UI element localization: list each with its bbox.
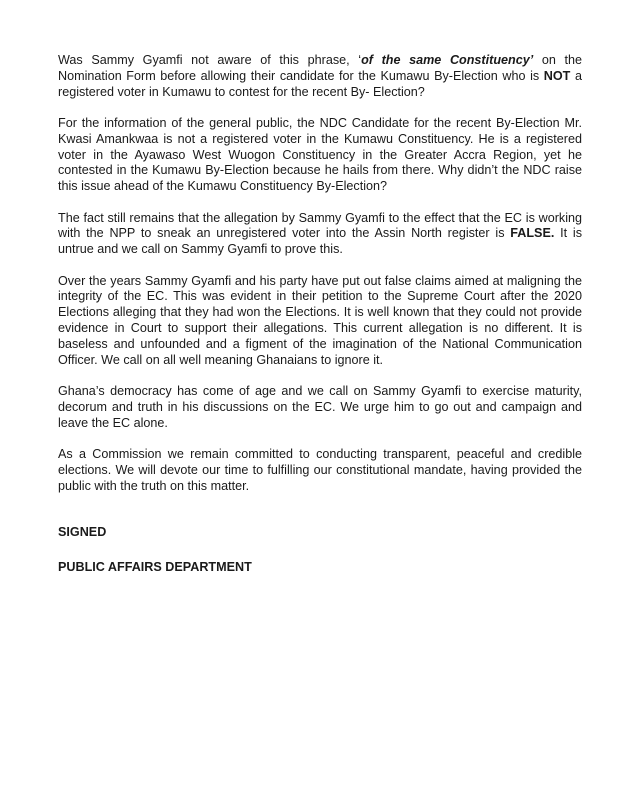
text-segment: on the Nomination Form before allowing their candidate for the Kumawu By-Election who is (58, 53, 582, 83)
emphasis-false: FALSE. (510, 226, 555, 241)
paragraph-commitment (58, 447, 582, 494)
emphasis-phrase: of the same Constituency’ (361, 53, 534, 67)
text-segment: For the information of the general public, the NDC Candidate for the recent By-Election Mr. Kwasi Amankwaa is not a registered voter in the Kumawu Constituency. He is a registered voter in the Ayawaso West Wuogon Constituency in the Greater Accra Region, yet he contested in the Kumawu By-Election because he hails from there. Why didn’t the NDC raise this issue ahead of the Kumawu Constituency By-Election? (58, 115, 582, 194)
text-segment: The fact still remains that the allegation by Sammy Gyamfi to the effect that the EC is working with the NPP to sneak an unregistered voter into the Assin North register is (58, 210, 582, 241)
paragraph-nomination-question (58, 53, 582, 100)
document-body (58, 53, 582, 576)
department-label: PUBLIC AFFAIRS DEPARTMENT (58, 560, 252, 575)
emphasis-not: NOT (543, 68, 571, 83)
paragraph-democracy (58, 384, 582, 431)
text-segment: As a Commission we remain committed to conducting transparent, peaceful and credible elections. We will devote our time to fulfilling our constitutional mandate, having provided the public with the truth on this matter. (58, 446, 582, 493)
paragraph-allegation-false (58, 211, 582, 258)
text-segment: a registered voter in Kumawu to contest for the recent By- Election? (58, 68, 582, 99)
text-segment: Ghana’s democracy has come of age and we call on Sammy Gyamfi to exercise maturity, decorum and truth in his discussions on the EC. We urge him to go out and campaign and leave the EC alone. (58, 383, 582, 430)
paragraph-ndc-candidate (58, 116, 582, 195)
text-segment: It is untrue and we call on Sammy Gyamfi to prove this. (58, 226, 582, 257)
text-segment: Was Sammy Gyamfi not aware of this phrase, ‘ (58, 53, 362, 67)
signed-label: SIGNED (58, 525, 107, 540)
text-segment: Over the years Sammy Gyamfi and his party have put out false claims aimed at maligning the integrity of the EC. This was evident in their petition to the Supreme Court after the 2020 Elections alleging that they had won the Elections. It is well known that they could not provide evidence in Court to support their allegations. This current allegation is no different. It is baseless and unfounded and a figment of the imagination of the National Communication Officer. We call on all well meaning Ghanaians to ignore it. (58, 273, 582, 367)
paragraph-false-claims (58, 274, 582, 369)
